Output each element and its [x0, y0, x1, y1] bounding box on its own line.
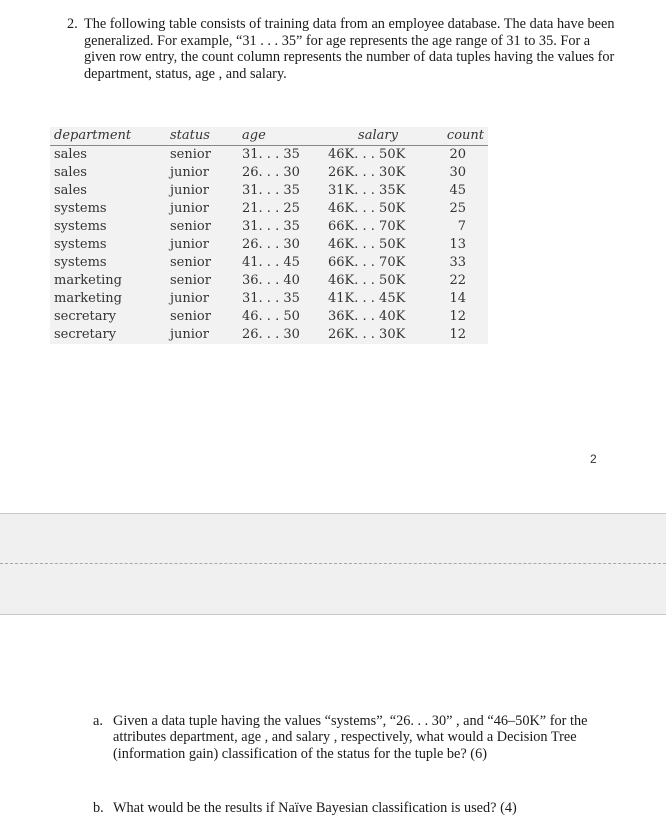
table-row [50, 182, 488, 200]
cell-count: 22 [449, 273, 466, 288]
cell-department: sales [54, 183, 87, 198]
cell-department: sales [54, 165, 87, 180]
table-row [50, 164, 488, 182]
cell-age: 31. . . 35 [242, 219, 300, 234]
header-count: count [432, 127, 488, 146]
cell-status: junior [170, 201, 209, 216]
table-row [50, 200, 488, 218]
header-department: department [50, 127, 166, 146]
cell-count: 13 [449, 237, 466, 252]
cell-age: 21. . . 25 [242, 201, 300, 216]
cell-department: systems [54, 255, 107, 270]
sub-question-label: a. [93, 713, 103, 729]
cell-salary: 26K. . . 30K [328, 165, 406, 180]
cell-salary: 31K. . . 35K [328, 183, 406, 198]
cell-department: systems [54, 237, 107, 252]
sub-question-text: Given a data tuple having the values “systems”, “26. . . 30” , and “46–50K” for the attributes department, age , and salary , respectively, what would a Decision Tree (information gain) classification of the status for the tuple be? (6) [113, 713, 588, 762]
cell-count: 33 [449, 255, 466, 270]
sub-question-b [93, 800, 613, 816]
table-row [50, 236, 488, 254]
header-salary: salary [324, 127, 432, 146]
table-header-row [50, 127, 488, 146]
table-row [50, 272, 488, 290]
cell-age: 36. . . 40 [242, 273, 300, 288]
cell-status: senior [170, 255, 211, 270]
cell-age: 26. . . 30 [242, 165, 300, 180]
cell-department: systems [54, 219, 107, 234]
header-status: status [166, 127, 238, 146]
cell-department: systems [54, 201, 107, 216]
cell-age: 46. . . 50 [242, 309, 300, 324]
cell-count: 12 [449, 309, 466, 324]
cell-status: junior [170, 165, 209, 180]
cell-department: sales [54, 147, 87, 162]
table-row [50, 326, 488, 344]
table-row [50, 146, 488, 165]
table-row [50, 218, 488, 236]
cell-status: junior [170, 291, 209, 306]
training-data-table [50, 127, 488, 344]
question-text: The following table consists of training data from an employee database. The data have been generalized. For example, “31 . . . 35” for age represents the age range of 31 to 35. For a given row entry, the count column represents the number of data tuples having the values for department, status, age , and salary. [84, 16, 615, 82]
cell-salary: 66K. . . 70K [328, 255, 406, 270]
page-number: 2 [590, 452, 597, 466]
cell-salary: 26K. . . 30K [328, 327, 406, 342]
cell-count: 45 [449, 183, 466, 198]
cell-status: senior [170, 219, 211, 234]
cell-status: senior [170, 147, 211, 162]
question-number: 2. [67, 16, 78, 32]
cell-status: junior [170, 237, 209, 252]
cell-salary: 46K. . . 50K [328, 237, 406, 252]
cell-status: senior [170, 273, 211, 288]
cell-age: 31. . . 35 [242, 291, 300, 306]
cell-salary: 46K. . . 50K [328, 201, 406, 216]
cell-salary: 41K. . . 45K [328, 291, 406, 306]
cell-count: 12 [449, 327, 466, 342]
cell-age: 26. . . 30 [242, 237, 300, 252]
cell-count: 30 [449, 165, 466, 180]
page-break [0, 513, 666, 615]
sub-question-label: b. [93, 800, 104, 816]
cell-department: marketing [54, 273, 122, 288]
cell-age: 41. . . 45 [242, 255, 300, 270]
cell-salary: 36K. . . 40K [328, 309, 406, 324]
cell-department: marketing [54, 291, 122, 306]
page-break-divider [0, 563, 666, 564]
table-body [50, 146, 488, 345]
question-2 [67, 16, 615, 82]
header-age: age [238, 127, 324, 146]
cell-salary: 46K. . . 50K [328, 147, 406, 162]
cell-count: 14 [449, 291, 466, 306]
cell-age: 31. . . 35 [242, 147, 300, 162]
cell-count: 25 [449, 201, 466, 216]
cell-count: 20 [449, 147, 466, 162]
cell-department: secretary [54, 309, 117, 324]
cell-salary: 46K. . . 50K [328, 273, 406, 288]
cell-status: junior [170, 327, 209, 342]
table-row [50, 290, 488, 308]
table-row [50, 308, 488, 326]
cell-count: 7 [457, 219, 466, 234]
cell-age: 31. . . 35 [242, 183, 300, 198]
sub-question-text: What would be the results if Naïve Bayesian classification is used? (4) [113, 800, 517, 816]
table-row [50, 254, 488, 272]
cell-salary: 66K. . . 70K [328, 219, 406, 234]
cell-age: 26. . . 30 [242, 327, 300, 342]
cell-status: junior [170, 183, 209, 198]
cell-status: senior [170, 309, 211, 324]
sub-question-a [93, 713, 613, 762]
cell-department: secretary [54, 327, 117, 342]
